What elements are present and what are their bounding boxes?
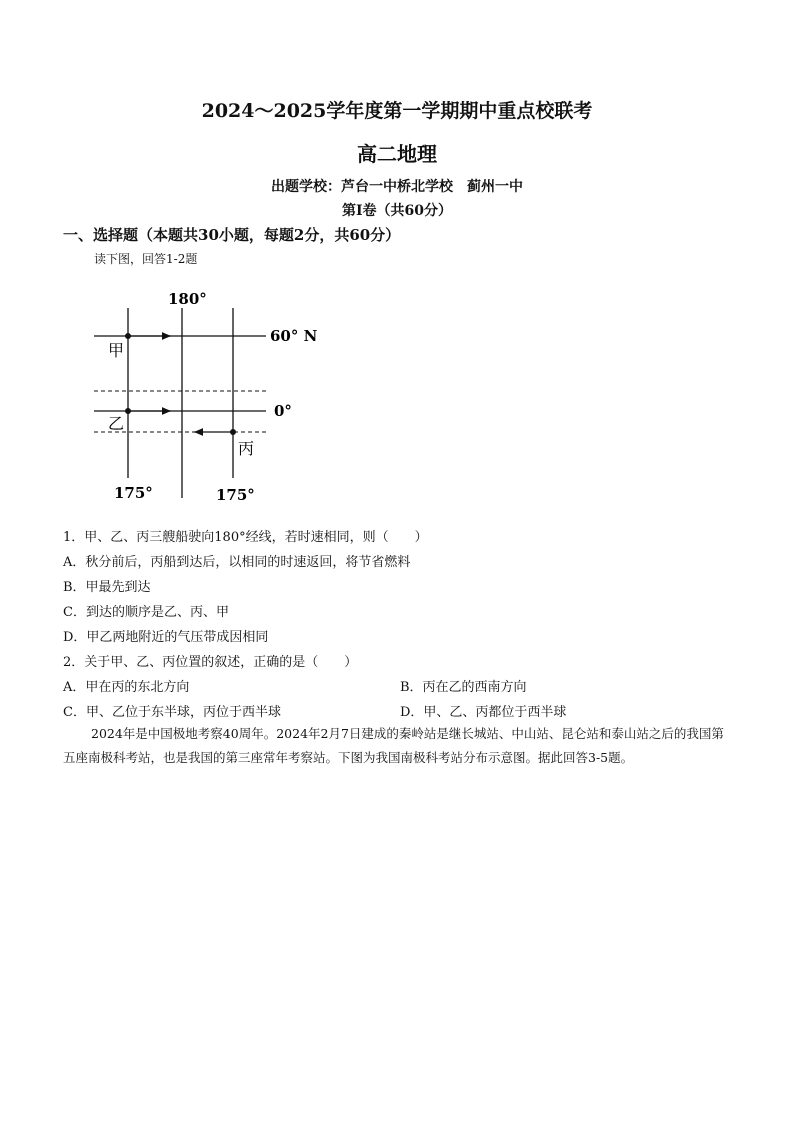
- label-ship-b: 乙: [108, 414, 125, 433]
- question-1-option-b: B．甲最先到达: [63, 580, 151, 595]
- label-ship-a: 甲: [108, 341, 125, 360]
- question-1-option-d: D．甲乙两地附近的气压带成因相同: [63, 630, 269, 645]
- exam-subject: 高二地理: [357, 142, 437, 166]
- question-1-option-a: A．秋分前后，丙船到达后，以相同的时速返回，将节省燃料: [63, 555, 411, 570]
- question-2-option-d: D．甲、乙、丙都位于西半球: [400, 705, 567, 720]
- label-ship-c: 丙: [238, 439, 255, 458]
- label-180: 180°: [168, 290, 207, 308]
- label-175-right: 175°: [216, 486, 255, 504]
- volume-heading: 第Ⅰ卷（共60分）: [341, 203, 453, 219]
- question-2-option-a: A．甲在丙的东北方向: [63, 680, 190, 695]
- question-1-option-c: C．到达的顺序是乙、丙、甲: [63, 605, 229, 620]
- label-0: 0°: [274, 402, 292, 420]
- question-2-stem: 2．关于甲、乙、丙位置的叙述，正确的是（ ）: [63, 655, 358, 670]
- graticule-figure: [86, 288, 326, 510]
- label-175-left: 175°: [114, 484, 153, 502]
- ship-c-dot: [230, 429, 236, 435]
- question-1-stem: 1．甲、乙、丙三艘船驶向180°经线，若时速相同，则（ ）: [63, 530, 428, 545]
- label-60n: 60° N: [270, 327, 318, 345]
- passage-text: 2024年是中国极地考察40周年。2024年2月7日建成的秦岭站是继长城站、中山站、昆仑站和泰山站之后的我国第五座南极科考站，也是我国的第三座常年考察站。下图为我国南极科考站分布示意图。据此回答3-5题。: [63, 726, 724, 765]
- exam-title: 2024～2025学年度第一学期期中重点校联考: [201, 100, 593, 122]
- ship-b-dot: [125, 408, 131, 414]
- reading-passage: [63, 722, 735, 770]
- author-schools: 出题学校：芦台一中桥北学校 蓟州一中: [271, 179, 523, 195]
- section-heading: 一、选择题（本题共30小题，每题2分，共60分）: [63, 226, 401, 244]
- question-2-option-c: C．甲、乙位于东半球，丙位于西半球: [63, 705, 281, 720]
- ship-a-dot: [125, 333, 131, 339]
- question-2-option-b: B．丙在乙的西南方向: [400, 680, 527, 695]
- figure-instruction: 读下图，回答1-2题: [94, 252, 198, 266]
